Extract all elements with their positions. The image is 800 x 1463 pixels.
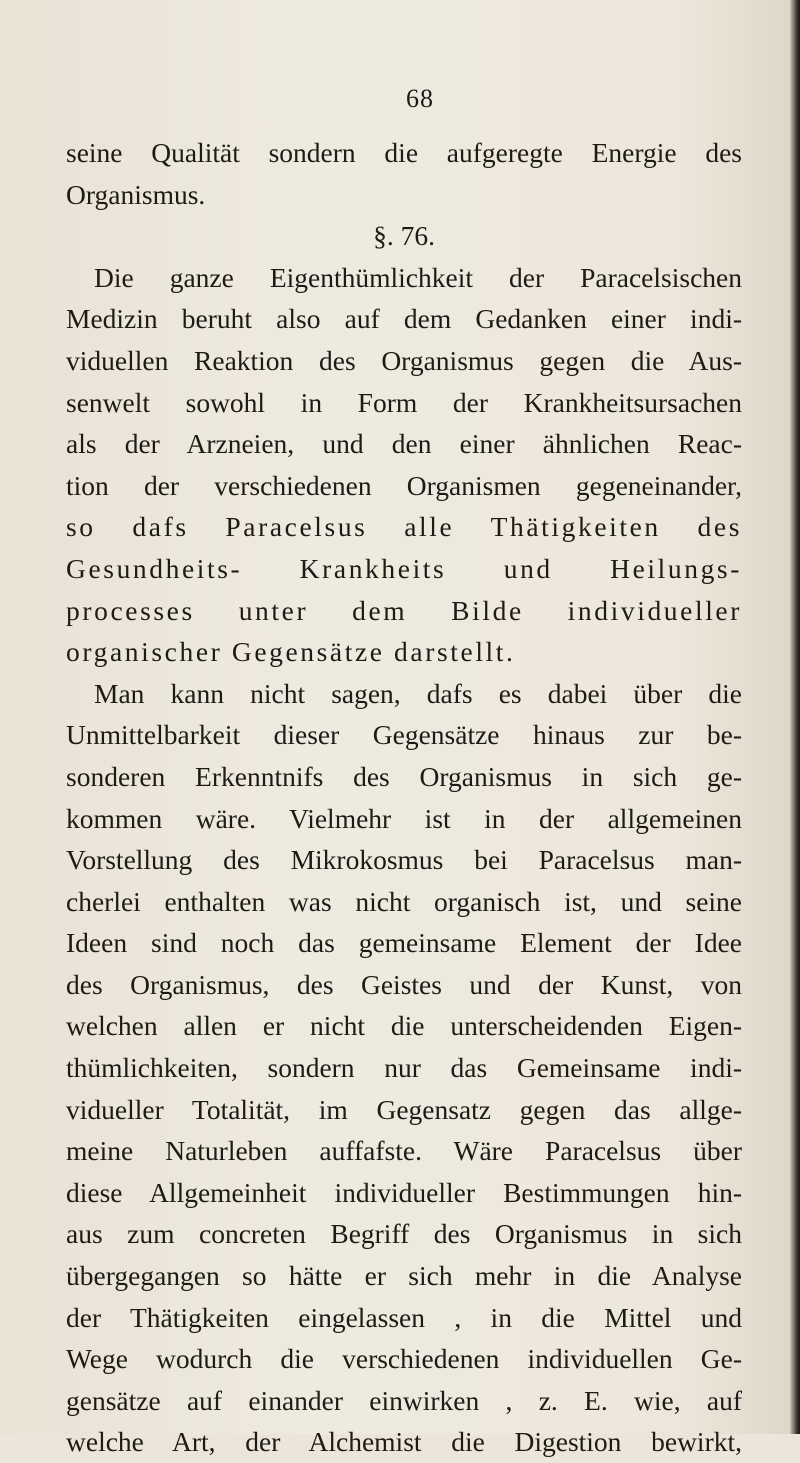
text-line: vidueller Totalität, im Gegensatz gegen das allge- xyxy=(66,1093,742,1125)
text-line: des Organismus, des Geistes und der Kunst, von xyxy=(66,968,742,1000)
text-line: organischer Gegensätze darstellt. xyxy=(66,636,516,668)
text-line: welchen allen er nicht die unterscheidenden Eigen- xyxy=(66,1010,742,1042)
text-line: processes unter dem Bilde individueller xyxy=(66,594,742,626)
text-line: sonderen Erkenntnifs des Organismus in sich ge- xyxy=(66,760,742,792)
text-line: Gesundheits- Krankheits und Heilungs- xyxy=(66,552,742,584)
text-line: thümlichkeiten, sondern nur das Gemeinsame indi- xyxy=(66,1052,742,1084)
text-line: Ideen sind noch das gemeinsame Element der Idee xyxy=(66,927,742,959)
text-line: Medizin beruht also auf dem Gedanken einer indi- xyxy=(66,303,742,335)
section-heading: §. 76. xyxy=(373,220,435,252)
text-line: welche Art, der Alchemist die Digestion bewirkt, xyxy=(66,1426,742,1458)
page-edge-shadow xyxy=(790,0,800,1434)
text-line: tion der verschiedenen Organismen gegeneinander, xyxy=(66,469,742,501)
text-line: der Thätigkeiten eingelassen , in die Mittel und xyxy=(66,1301,742,1333)
text-line: Wege wodurch die verschiedenen individuellen Ge- xyxy=(66,1343,742,1375)
text-line: kommen wäre. Vielmehr ist in der allgemeinen xyxy=(66,802,742,834)
text-line: senwelt sowohl in Form der Krankheitsursachen xyxy=(66,386,742,418)
text-line: als der Arzneien, und den einer ähnlichen Reac- xyxy=(66,428,742,460)
body-text xyxy=(66,132,742,1463)
text-line: übergegangen so hätte er sich mehr in die Analyse xyxy=(66,1260,742,1292)
text-line: Organismus. xyxy=(66,178,206,210)
text-line: Vorstellung des Mikrokosmus bei Paracelsus man- xyxy=(66,844,742,876)
text-line: viduellen Reaktion des Organismus gegen die Aus- xyxy=(66,344,742,376)
page-number: 68 xyxy=(406,84,434,113)
text-line: gensätze auf einander einwirken , z. E. wie, auf xyxy=(66,1384,742,1416)
text-line: Die ganze Eigenthümlichkeit der Paracelsischen xyxy=(94,261,742,293)
text-line: so dafs Paracelsus alle Thätigkeiten des xyxy=(66,511,742,543)
text-line: diese Allgemeinheit individueller Bestimmungen hin- xyxy=(66,1176,742,1208)
text-line: Unmittelbarkeit dieser Gegensätze hinaus zur be- xyxy=(66,719,742,751)
text-line: seine Qualität sondern die aufgeregte Energie des xyxy=(66,137,742,168)
text-line: meine Naturleben auffafste. Wäre Paracelsus über xyxy=(66,1135,742,1167)
text-line: aus zum concreten Begriff des Organismus in sich xyxy=(66,1218,742,1250)
text-line: Man kann nicht sagen, dafs es dabei über die xyxy=(94,677,742,709)
text-line: cherlei enthalten was nicht organisch ist, und seine xyxy=(66,885,742,917)
